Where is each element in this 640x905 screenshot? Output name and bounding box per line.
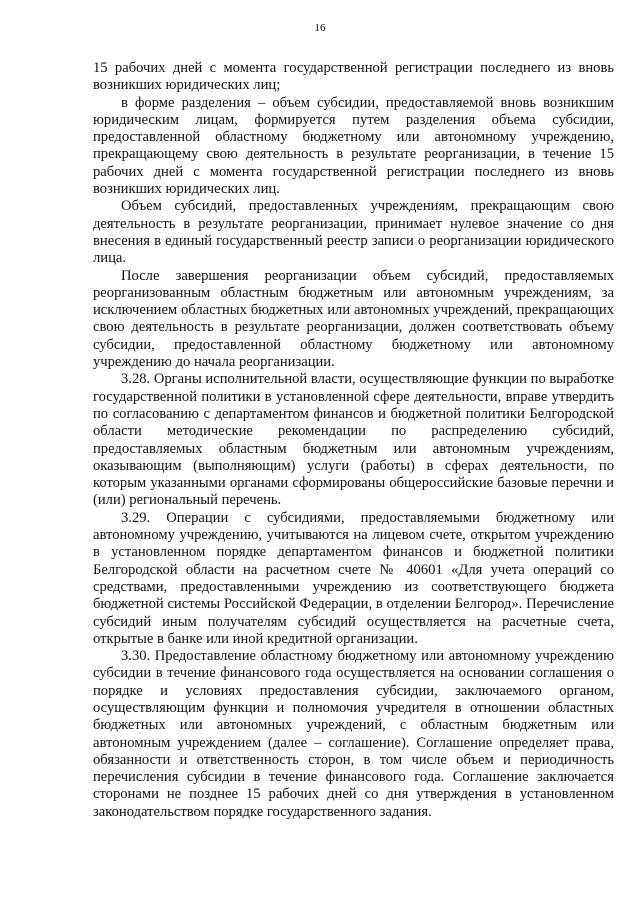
- paragraph-zero-subsidy: Объем субсидий, предоставленных учреждениям, прекращающим свою деятельность в результате реорганизации, принимает нулевое значение со дня внесения в единый государственный реестр записи о реорганизации юридического лица.: [93, 198, 614, 267]
- paragraph-3-30: 3.30. Предоставление областному бюджетному или автономному учреждению субсидии в течение финансового года осуществляется на основании соглашения о порядке и условиях предоставления субсидии, заключаемого органом, осуществляющим функции и полномочия учредителя в отношении областных бюджетных или автономных учреждений, с областным бюджетным или автономным учреждением (далее – соглашение). Соглашение определяет права, обязанности и ответственность сторон, в том числе объем и периодичность перечисления субсидии в течение финансового года. Соглашение заключается сторонами не позднее 15 рабочих дней со дня утверждения в установленном законодательством порядке государственного задания.: [93, 648, 614, 820]
- document-body: [93, 60, 614, 821]
- paragraph-after-reorganization: После завершения реорганизации объем субсидий, предоставляемых реорганизованным областным бюджетным или автономным учреждениям, за исключением областных бюджетных или автономных учреждений, прекращающих свою деятельность в результате реорганизации, должен соответствовать объему субсидии, предоставленной областному бюджетному или автономному учреждению до начала реорганизации.: [93, 267, 614, 371]
- page-number: 16: [314, 22, 326, 34]
- paragraph-3-28: 3.28. Органы исполнительной власти, осуществляющие функции по выработке государственной политики в установленной сфере деятельности, вправе утвердить по согласованию с департаментом финансов и бюджетной политики Белгородской области методические рекомендации по распределению субсидий, предоставляемых областным бюджетным или автономным учреждениям, оказывающим (выполняющим) услуги (работы) в сферах деятельности, по которым указанными органами сформированы общероссийские базовые перечни и (или) региональный перечень.: [93, 371, 614, 509]
- paragraph-3-29: 3.29. Операции с субсидиями, предоставляемыми бюджетному или автономному учреждению, учитываются на лицевом счете, открытом учреждению в установленном порядке департаментом финансов и бюджетной политики Белгородской области на расчетном счете № 40601 «Для учета операций со средствами, предоставленными учреждению из соответствующего бюджета бюджетной системы Российской Федерации, в отделении Белгород». Перечисление субсидий иным получателям субсидий осуществляется на расчетные счета, открытые в банке или иной кредитной организации.: [93, 509, 614, 647]
- paragraph-division-form: в форме разделения – объем субсидии, предоставляемой вновь возникшим юридическим лицам, формируется путем разделения объема субсидии, предоставленной областному бюджетному или автономному учреждению, прекращающему свою деятельность в результате реорганизации, в течение 15 рабочих дней с момента государственной регистрации последнего из вновь возникших юридических лиц.: [93, 94, 614, 198]
- paragraph-continuation: 15 рабочих дней с момента государственной регистрации последнего из вновь возникших юридических лиц;: [93, 60, 614, 94]
